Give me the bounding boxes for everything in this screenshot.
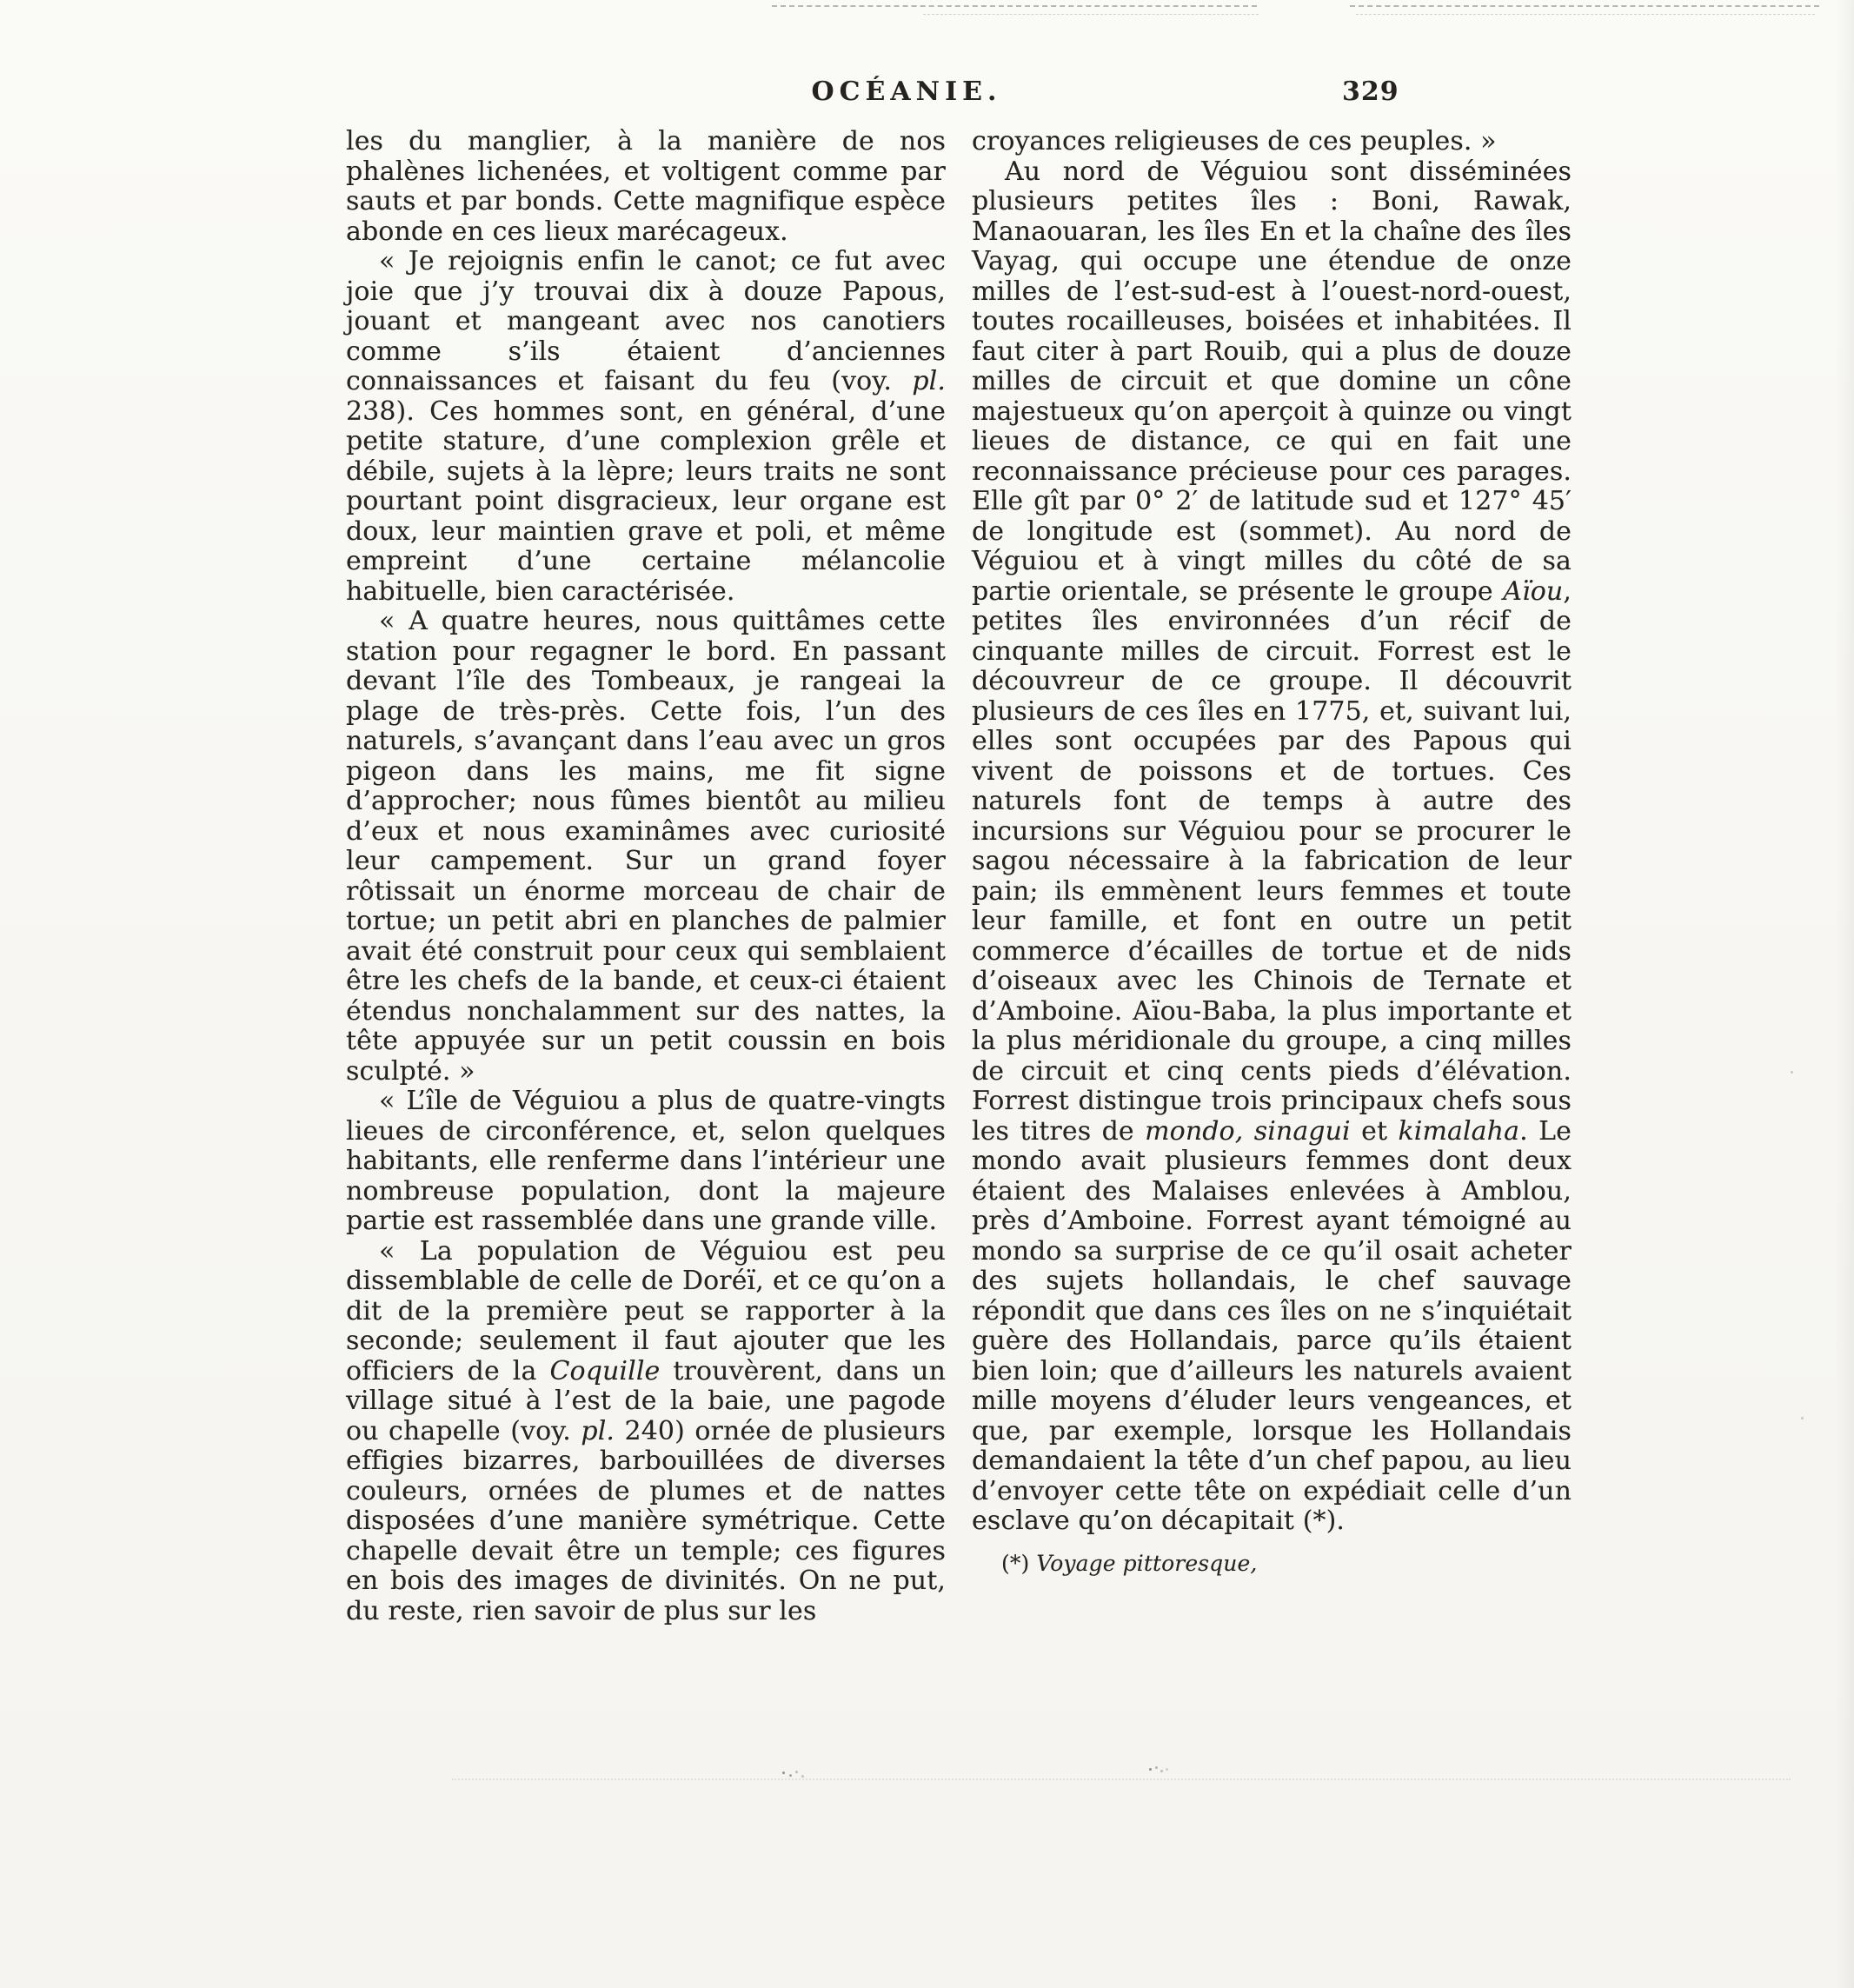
scan-page-edge-shadow bbox=[1835, 0, 1854, 1988]
text-run: « L’île de Véguiou a plus de quatre-vingts lieues de circonférence, et, selon quelques habitants, elle renferme dans l’intérieur une nombreuse population, dont la majeure partie est rassemblée dans une grande ville. bbox=[346, 1086, 946, 1236]
scan-artifact-speck-1 bbox=[782, 1772, 785, 1774]
italic-text: pl. bbox=[581, 1415, 615, 1446]
text-run: . Le mondo avait plusieurs femmes dont deux étaient des Malaises enlevées à Amblou, près d’Amboine. Forrest ayant témoigné au mondo sa surprise de ce qu’il osait acheter des sujets hollandais, le chef sauvage répondit que dans ces îles on ne s’inquiétait guère des Hollandais, parce qu’ils étaient bien loin; que d’ailleurs les naturels avaient mille moyens d’éluder leurs vengeances, et que, par exemple, lorsque les Hollandais demandaient la tête d’un chef papou, au lieu d’envoyer cette tête on expédiait celle d’un esclave qu’on décapitait (*). bbox=[972, 1115, 1572, 1536]
italic-text: Coquille bbox=[549, 1355, 661, 1386]
text-run: trouvèrent, dans un village situé à l’est de la baie, une pagode ou chapelle (voy. bbox=[346, 1355, 946, 1446]
book-page-sheet bbox=[346, 76, 1572, 1626]
text-run: Au nord de Véguiou sont disséminées plusieurs petites îles : Boni, Rawak, Manaouaran, les îles En et la chaîne des îles Vayag, qui occupe une étendue de onze milles de l’est-sud-est à l’ouest-nord-ouest, toutes rocailleuses, boisées et inhabitées. Il faut citer à part Rouib, qui a plus de douze milles de circuit et que domine un cône majestueux qu’on aperçoit à quinze ou vingt lieues de distance, ce qui en fait une reconnaissance précieuse pour ces parages. Elle gît par 0° 2′ de latitude sud et 127° 45′ de longitude est (sommet). Au nord de Véguiou et à vingt milles du côté de sa partie orientale, se présente le groupe bbox=[972, 156, 1572, 607]
paragraph bbox=[346, 1237, 946, 1627]
text-run: 240) ornée de plusieurs effigies bizarres, barbouillées de diverses couleurs, ornées de plumes et de nattes disposées d’une manière symétrique. Cette chapelle devait être un temple; ces figures en bois des images de divinités. On ne put, du reste, rien savoir de plus sur les bbox=[346, 1415, 946, 1626]
scan-artifact-speck-3 bbox=[1791, 1071, 1793, 1074]
italic-text: pl. bbox=[912, 366, 946, 396]
text-run: les du manglier, à la manière de nos phalènes lichenées, et voltigent comme par sauts et par bonds. Cette magnifique espèce abonde en ces lieux marécageux. bbox=[346, 126, 946, 247]
paragraph bbox=[346, 127, 946, 247]
column-right bbox=[972, 127, 1572, 1626]
scan-artifact-dash-top-3 bbox=[923, 14, 1259, 15]
scan-artifact-speck-2 bbox=[1149, 1768, 1152, 1771]
page-header bbox=[346, 76, 1572, 116]
page-title: OCÉANIE. bbox=[811, 76, 1002, 107]
text-run: « La population de Véguiou est peu dissemblable de celle de Doréï, et ce qu’on a dit de la première peut se rapporter à la seconde; seulement il faut ajouter que les officiers de la bbox=[346, 1235, 946, 1386]
paragraph bbox=[346, 607, 946, 1087]
text-run: (*) bbox=[1001, 1550, 1037, 1576]
scan-artifact-dash-top-4 bbox=[1356, 14, 1815, 15]
text-run: « Je rejoignis enfin le canot; ce fut avec joie que j’y trouvai dix à douze Papous, jouant et mangeant avec nos canotiers comme s’ils étaient d’anciennes connaissances et faisant du feu (voy. bbox=[346, 246, 946, 396]
text-columns bbox=[346, 127, 1572, 1626]
paragraph bbox=[346, 1087, 946, 1237]
text-run: et bbox=[1350, 1115, 1399, 1147]
italic-text: Aïou bbox=[1503, 575, 1564, 607]
italic-text: kimalaha bbox=[1398, 1115, 1520, 1147]
scan-artifact-dash-top-1 bbox=[772, 5, 1257, 7]
footnote bbox=[972, 1551, 1572, 1576]
text-run: croyances religieuses de ces peuples. » bbox=[972, 126, 1497, 156]
column-left bbox=[346, 127, 946, 1626]
text-run: « A quatre heures, nous quittâmes cette station pour regagner le bord. En passant devant l’île des Tombeaux, je rangeai la plage de très-près. Cette fois, l’un des naturels, s’avançant dans l’eau avec un gros pigeon dans les mains, me fit signe d’approcher; nous fûmes bientôt au milieu d’eux et nous examinâmes avec curiosité leur campement. Sur un grand foyer rôtissait un énorme morceau de chair de tortue; un petit abri en planches de palmier avait été construit pour ceux qui semblaient être les chefs de la bande, et ceux-ci étaient étendus nonchalamment sur des nattes, la tête appuyée sur un petit coussin en bois sculpté. » bbox=[346, 606, 946, 1087]
paragraph bbox=[972, 127, 1572, 157]
text-run: 238). Ces hommes sont, en général, d’une petite stature, d’une complexion grêle et débile, sujets à la lèpre; leurs traits ne sont pourtant point disgracieux, leur organe est doux, leur maintien grave et poli, et même empreint d’une certaine mélancolie habituelle, bien caractérisée. bbox=[346, 396, 946, 607]
paragraph bbox=[346, 247, 946, 607]
italic-text: Voyage pittoresque, bbox=[1036, 1550, 1258, 1576]
scan-artifact-dash-top-2 bbox=[1350, 5, 1819, 7]
italic-text: mondo, sinagui bbox=[1145, 1115, 1351, 1147]
scan-artifact-speck-4 bbox=[1801, 1417, 1804, 1420]
paragraph bbox=[972, 157, 1572, 1537]
text-run: , petites îles environnées d’un récif de cinquante milles de circuit. Forrest est le découvreur de ce groupe. Il découvrit plusieurs de ces îles en 1775, et, suivant lui, elles sont occupées par des Papous qui vivent de poissons et de tortues. Ces naturels font de temps à autre des incursions sur Véguiou pour se procurer le sagou nécessaire à la fabrication de leur pain; ils emmènent leurs femmes et toute leur famille, et font en outre un petit commerce d’écailles de tortue et de nids d’oiseaux avec les Chinois de Ternate et d’Amboine. Aïou-Baba, la plus importante et la plus méridionale du groupe, a cinq milles de circuit et cinq cents pieds d’élévation. Forrest distingue trois principaux chefs sous les titres de bbox=[972, 575, 1572, 1147]
page-number: 329 bbox=[1342, 76, 1399, 107]
scan-artifact-dots-bottom bbox=[452, 1779, 1791, 1780]
